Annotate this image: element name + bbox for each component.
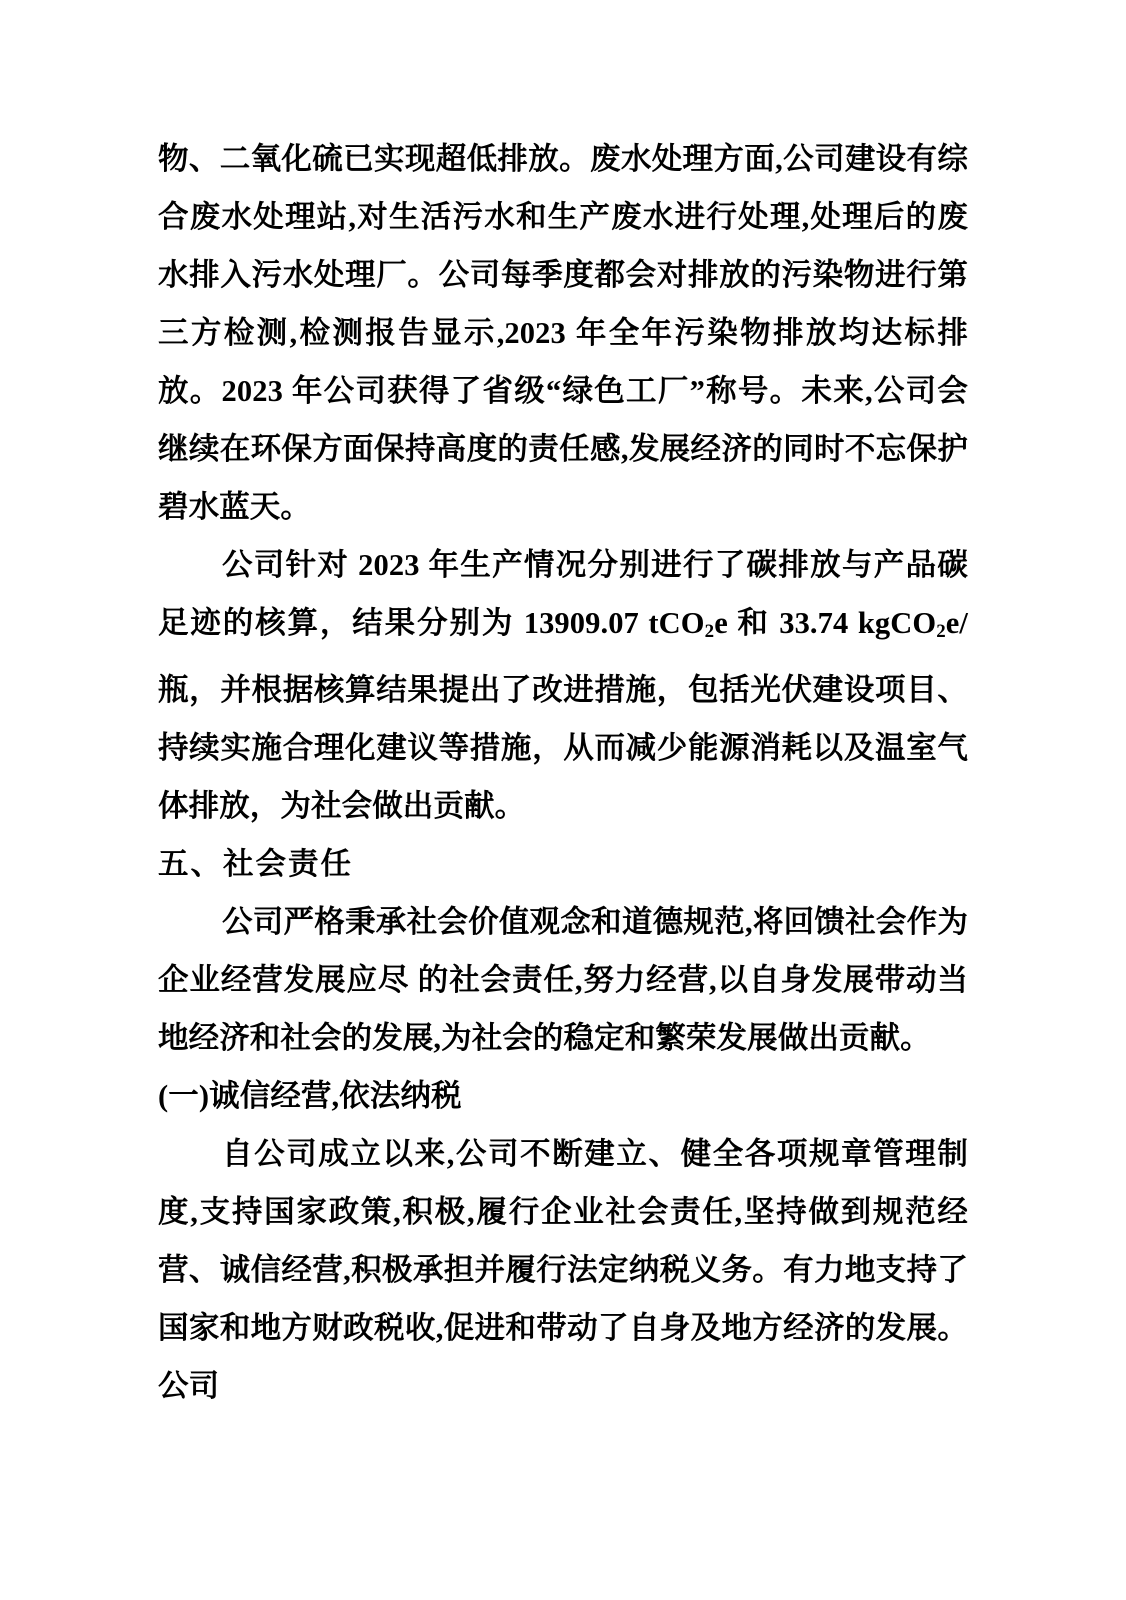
paragraph-carbon-accounting — [158, 536, 968, 835]
paragraph-environment-continued: 物、二氧化硫已实现超低排放。废水处理方面,公司建设有综合废水处理站,对生活污水和生产废水进行处理,处理后的废水排入污水处理厂。公司每季度都会对排放的污染物进行第三方检测,检测报告显示,2023 年全年污染物排放均达标排放。2023 年公司获得了省级“绿色工厂”称号。未来,公司会继续在环保方面保持高度的责任感,发展经济的同时不忘保护碧水蓝天。 — [158, 142, 968, 524]
paragraph-social-responsibility: 公司严格秉承社会价值观念和道德规范,将回馈社会作为企业经营发展应尽 的社会责任,努力经营,以自身发展带动当地经济和社会的发展,为社会的稳定和繁荣发展做出贡献。 — [158, 905, 968, 1056]
carbon-subscript-1: 2 — [704, 621, 715, 643]
carbon-text-part-1: 公司针对 2023 年生产情况分别进行了碳排放与产品碳足迹的核算，结果分别为 13909.07 tCO — [158, 548, 968, 640]
subsection-heading-honest-operation: (一)诚信经营,依法纳税 — [158, 1079, 462, 1114]
carbon-text-part-2: e 和 33.74 kgCO — [714, 606, 937, 640]
carbon-text-part-3: e/瓶，并根据核算结果提出了改进措施，包括光伏建设项目、持续实施合理化建议等措施，从而减少能源消耗以及温室气体排放，为社会做出贡献。 — [158, 606, 969, 824]
paragraph-tax-compliance: 自公司成立以来,公司不断建立、健全各项规章管理制度,支持国家政策,积极,履行企业社会责任,坚持做到规范经营、诚信经营,积极承担并履行法定纳税义务。有力地支持了国家和地方财政税收,促进和带动了自身及地方经济的发展。公司 — [158, 1137, 968, 1404]
carbon-subscript-2: 2 — [936, 621, 946, 643]
document-body — [158, 130, 968, 1415]
section-heading-social-responsibility: 五、社会责任 — [158, 847, 353, 882]
